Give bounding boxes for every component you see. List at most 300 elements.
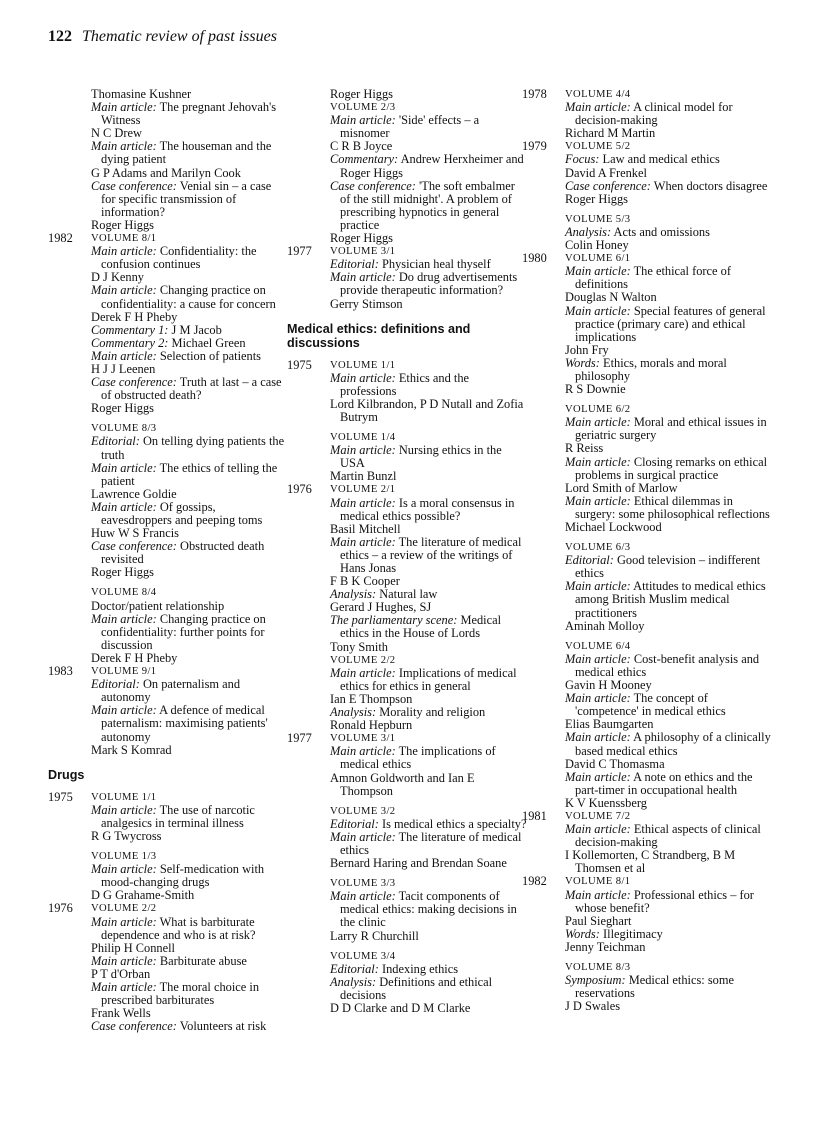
- entry: [565, 653, 772, 679]
- entry: [91, 140, 288, 166]
- entry-text: The concept of 'competence' in medical ethics: [575, 691, 726, 719]
- entry-list: [565, 875, 772, 1013]
- year-block: [287, 732, 527, 1015]
- entry-text: A note on ethics and the part-timer in occupational health: [575, 769, 753, 797]
- entry: [330, 1002, 527, 1015]
- volume-label: VOLUME 2/3: [330, 102, 396, 114]
- entry-text: Roger Higgs: [91, 401, 154, 416]
- entry: [91, 566, 288, 579]
- volume-label: VOLUME 8/1: [565, 876, 631, 888]
- entry-type-label: Editorial:: [565, 553, 614, 568]
- entry: [91, 402, 288, 415]
- entry: [330, 444, 527, 470]
- entry: [91, 704, 288, 743]
- entry-text: Ethics, morals and moral philosophy: [575, 355, 727, 383]
- entry-type-label: Case conference:: [91, 375, 177, 390]
- entry: [91, 652, 288, 665]
- entry-list: [565, 252, 772, 810]
- entry-list: [330, 732, 527, 1015]
- entry: [91, 219, 288, 232]
- entry-text: When doctors disagree: [653, 178, 768, 193]
- entry-text: N C Drew: [91, 126, 142, 141]
- year-label: 1976: [48, 901, 73, 916]
- entry-text: Obstructed death revisited: [101, 539, 265, 567]
- entry: [91, 284, 288, 310]
- entry-text: Confidentiality: the confusion continues: [101, 244, 257, 272]
- entry-text: John Fry: [565, 342, 609, 357]
- entry-text: Michael Lockwood: [565, 520, 662, 534]
- entry-text: Aminah Molloy: [565, 618, 645, 633]
- entry: [91, 804, 288, 830]
- running-title: Thematic review of past issues: [82, 28, 277, 45]
- volume-label: VOLUME 6/4: [565, 640, 631, 652]
- entry: [330, 536, 527, 575]
- entry-text: J D Swales: [565, 999, 621, 1014]
- volume-label: VOLUME 3/4: [330, 950, 396, 962]
- entry: [330, 890, 527, 929]
- volume-label: VOLUME 2/1: [330, 484, 396, 496]
- entry-text: Good television – indifferent ethics: [575, 553, 761, 581]
- entry: [330, 372, 527, 398]
- entry-type-label: Main article:: [565, 454, 631, 469]
- entry-text: Bernard Haring and Brendan Soane: [330, 856, 507, 871]
- entry-text: Nursing ethics in the USA: [340, 443, 502, 471]
- entry-text: Ian E Thompson: [330, 691, 413, 706]
- volume-label: VOLUME 8/4: [91, 587, 157, 599]
- entry: [565, 265, 772, 291]
- year-label: 1979: [522, 139, 547, 154]
- entry-type-label: Main article:: [91, 611, 157, 626]
- entry: [330, 398, 527, 424]
- volume-label: VOLUME 7/2: [565, 810, 631, 822]
- entry-list: [91, 791, 288, 903]
- entry-text: Professional ethics – for whose benefit?: [575, 887, 754, 915]
- entry-type-label: Editorial:: [91, 677, 140, 692]
- entry-type-label: Editorial:: [330, 257, 379, 272]
- entry: [565, 797, 772, 810]
- entry-text: The literature of medical ethics – a review of the writings of Hans Jonas: [340, 534, 522, 575]
- entry-text: D G Grahame-Smith: [91, 888, 195, 903]
- entry-type-label: Main article:: [91, 703, 157, 718]
- entry-type-label: Main article:: [330, 744, 396, 759]
- entry-text: The moral choice in prescribed barbiturates: [101, 980, 260, 1008]
- column-2: [287, 88, 527, 1015]
- entry-text: Thomasine Kushner: [91, 87, 192, 101]
- entry-type-label: Main article:: [330, 443, 396, 458]
- entry-type-label: Analysis:: [330, 587, 377, 602]
- entry: [91, 613, 288, 652]
- entry: [565, 521, 772, 534]
- entry-type-label: Case conference:: [330, 178, 416, 193]
- entry-text: Changing practice on confidentiality: a cause for concern: [101, 283, 276, 311]
- entry-text: J M Jacob: [171, 322, 222, 337]
- year-label: 1977: [287, 244, 312, 259]
- entry-text: Andrew Herxheimer and Roger Higgs: [340, 152, 524, 180]
- entry-text: Ronald Hepburn: [330, 718, 413, 733]
- entry-text: David C Thomasma: [565, 756, 665, 771]
- year-label: 1982: [48, 231, 73, 246]
- entry-text: Ethics and the professions: [340, 370, 470, 398]
- entry-type-label: Case conference:: [565, 178, 651, 193]
- entry-text: Derek F H Pheby: [91, 309, 178, 324]
- year-block: [522, 875, 772, 1013]
- entry: [330, 614, 527, 640]
- entry: [330, 232, 527, 245]
- entry: [91, 916, 288, 942]
- volume-label: VOLUME 8/1: [91, 233, 157, 245]
- entry-text: Gerry Stimson: [330, 296, 403, 311]
- entry-text: F B K Cooper: [330, 574, 400, 589]
- volume-label: VOLUME 3/1: [330, 733, 396, 745]
- entry: [330, 470, 527, 483]
- entry-type-label: Main article:: [91, 914, 157, 929]
- year-label: 1975: [48, 789, 73, 804]
- entry: [565, 305, 772, 344]
- entry-type-label: Symposium:: [565, 973, 626, 988]
- entry-text: Paul Sieghart: [565, 913, 632, 928]
- entry: [91, 376, 288, 402]
- entry-text: Lawrence Goldie: [91, 486, 177, 501]
- entry-type-label: Main article:: [330, 829, 396, 844]
- entry-type-label: Editorial:: [330, 816, 379, 831]
- entry-text: Morality and religion: [379, 705, 486, 720]
- entry-text: Do drug advertisements provide therapeutic information?: [340, 270, 518, 298]
- year-block: [287, 359, 527, 484]
- volume-label: VOLUME 6/3: [565, 542, 631, 554]
- entry-text: The literature of medical ethics: [340, 829, 522, 857]
- entry-list: [565, 810, 772, 875]
- entry-type-label: Main article:: [330, 889, 396, 904]
- entry-type-label: Main article:: [91, 460, 157, 475]
- entry: [565, 383, 772, 396]
- entry-text: A clinical model for decision-making: [575, 100, 733, 128]
- entry-text: D D Clarke and D M Clarke: [330, 1001, 471, 1015]
- year-block: [48, 88, 288, 232]
- entry: [330, 831, 527, 857]
- entry-type-label: Main article:: [565, 769, 631, 784]
- entry-type-label: Main article:: [565, 493, 631, 508]
- entry: [91, 1020, 288, 1033]
- entry: [565, 889, 772, 915]
- entry-type-label: The parliamentary scene:: [330, 613, 458, 628]
- entry-text: 'Side' effects – a misnomer: [340, 113, 480, 141]
- year-block: [48, 791, 288, 903]
- entry-list: [330, 245, 527, 310]
- entry: [565, 554, 772, 580]
- entry: [91, 435, 288, 461]
- entry-text: Moral and ethical issues in geriatric surgery: [575, 415, 767, 443]
- entry: [330, 180, 527, 232]
- entry-text: Barbiturate abuse: [159, 953, 247, 968]
- entry: [91, 744, 288, 757]
- section-heading: Drugs: [48, 767, 85, 782]
- entry-text: Roger Higgs: [91, 565, 154, 580]
- entry-text: Richard M Martin: [565, 126, 656, 141]
- entry: [91, 501, 288, 527]
- entry-text: Tony Smith: [330, 639, 388, 654]
- page-number: 122: [48, 28, 72, 45]
- entry-text: The use of narcotic analgesics in terminal illness: [101, 802, 255, 830]
- entry-type-label: Commentary 2:: [91, 335, 169, 350]
- entry-text: R S Downie: [565, 382, 626, 397]
- entry-type-label: Main article:: [565, 579, 631, 594]
- entry: [565, 127, 772, 140]
- entry-text: Illegitimacy: [603, 926, 663, 941]
- entry-text: Selection of patients: [159, 348, 262, 363]
- entry-list: [91, 88, 288, 232]
- entry-type-label: Main article:: [565, 303, 631, 318]
- year-label: 1978: [522, 87, 547, 101]
- entry-type-label: Analysis:: [565, 224, 612, 239]
- entry-text: Medical ethics: some reservations: [575, 973, 734, 1001]
- entry-text: Colin Honey: [565, 238, 629, 253]
- entry-text: Closing remarks on ethical problems in surgical practice: [575, 454, 768, 482]
- entry-text: Volunteers at risk: [179, 1019, 267, 1034]
- entry-text: Natural law: [379, 587, 438, 602]
- entry-type-label: Main article:: [91, 348, 157, 363]
- entry: [565, 692, 772, 718]
- volume-label: VOLUME 3/2: [330, 805, 396, 817]
- entry: [91, 981, 288, 1007]
- volume-label: VOLUME 3/1: [330, 246, 396, 258]
- entry: [565, 495, 772, 521]
- entry: [330, 114, 527, 140]
- entry-text: Law and medical ethics: [602, 152, 720, 167]
- entry-type-label: Main article:: [565, 264, 631, 279]
- entry: [565, 771, 772, 797]
- entry-text: H J J Leenen: [91, 361, 156, 376]
- entry-text: Tacit components of medical ethics: making decisions in the clinic: [340, 889, 517, 930]
- entry-type-label: Main article:: [330, 495, 396, 510]
- entry-type-label: Focus:: [565, 152, 600, 167]
- entry: [330, 719, 527, 732]
- entry-text: Attitudes to medical ethics among British Muslim medical practitioners: [575, 579, 766, 620]
- entry-text: D J Kenny: [91, 270, 144, 285]
- entry-text: K V Kuenssberg: [565, 795, 647, 810]
- entry-text: Roger Higgs: [565, 191, 628, 206]
- entry-text: G P Adams and Marilyn Cook: [91, 165, 241, 180]
- entry-type-label: Words:: [565, 355, 600, 370]
- entry-text: C R B Joyce: [330, 139, 393, 154]
- entry-text: Changing practice on confidentiality: further points for discussion: [101, 611, 266, 652]
- entry-list: [565, 88, 772, 140]
- volume-label: VOLUME 8/3: [565, 962, 631, 973]
- entry: [330, 298, 527, 311]
- entry-type-label: Analysis:: [330, 974, 377, 989]
- entry-type-label: Main article:: [565, 691, 631, 706]
- entry-text: Indexing ethics: [381, 961, 459, 976]
- entry-text: What is barbiturate dependence and who is at risk?: [101, 914, 256, 942]
- entry: [330, 641, 527, 654]
- entry-text: Cost-benefit analysis and medical ethics: [575, 651, 760, 679]
- year-block: [522, 88, 772, 140]
- year-block: [287, 483, 527, 732]
- entry-text: 'The soft embalmer of the still midnight'. A problem of prescribing hypnotics in general practice: [340, 178, 515, 232]
- volume-label: VOLUME 3/3: [330, 878, 396, 890]
- entry: [91, 540, 288, 566]
- entry: [565, 1000, 772, 1013]
- entry-type-label: Main article:: [91, 802, 157, 817]
- entry: [330, 271, 527, 297]
- entry-text: Is a moral consensus in medical ethics possible?: [340, 495, 515, 523]
- page-header: [48, 28, 277, 46]
- entry-text: Lord Smith of Marlow: [565, 480, 678, 495]
- volume-label: VOLUME 1/1: [91, 791, 157, 803]
- entry: [91, 889, 288, 902]
- entry-list: [91, 902, 288, 1033]
- column-1: [48, 88, 288, 1033]
- entry-list: [330, 88, 527, 245]
- entry-type-label: Main article:: [91, 283, 157, 298]
- entry-text: A philosophy of a clinically based medical ethics: [575, 730, 771, 758]
- entry: [91, 462, 288, 488]
- volume-label: VOLUME 9/1: [91, 666, 157, 678]
- entry-text: The ethics of telling the patient: [101, 460, 278, 488]
- entry: [565, 941, 772, 954]
- entry: [91, 180, 288, 219]
- entry-type-label: Analysis:: [330, 705, 377, 720]
- volume-label: VOLUME 2/2: [330, 654, 396, 666]
- entry-text: Derek F H Pheby: [91, 650, 178, 665]
- entry-type-label: Case conference:: [91, 539, 177, 554]
- entry-text: Gerard J Hughes, SJ: [330, 600, 432, 615]
- volume-label: VOLUME 5/3: [565, 213, 631, 225]
- section-heading: Medical ethics: definitions and discussions: [287, 321, 471, 350]
- entry-text: P T d'Orban: [91, 966, 151, 981]
- entry-text: Ethical aspects of clinical decision-making: [575, 822, 761, 850]
- year-block: [522, 810, 772, 875]
- entry: [565, 101, 772, 127]
- entry-type-label: Main article:: [330, 270, 396, 285]
- volume-label: VOLUME 4/4: [565, 89, 631, 100]
- entry: [330, 88, 527, 101]
- entry-list: [330, 359, 527, 484]
- entry-type-label: Commentary 1:: [91, 322, 169, 337]
- entry-text: Is medical ethics a specialty?: [381, 816, 527, 831]
- entry: [91, 678, 288, 704]
- entry-text: Ethical dilemmas in surgery: some philosophical reflections: [575, 493, 770, 521]
- entry-text: Mark S Komrad: [91, 742, 172, 757]
- entry: [330, 497, 527, 523]
- year-label: 1983: [48, 664, 73, 679]
- entry-text: Jenny Teichman: [565, 939, 646, 954]
- entry: [565, 456, 772, 482]
- volume-label: VOLUME 5/2: [565, 141, 631, 153]
- year-label: 1977: [287, 731, 312, 746]
- entry: [91, 830, 288, 843]
- volume-label: VOLUME 6/1: [565, 253, 631, 265]
- entry-text: Elias Baumgarten: [565, 717, 654, 732]
- entry-text: The implications of medical ethics: [340, 744, 496, 772]
- year-block: [522, 252, 772, 810]
- entry-text: Implications of medical ethics for ethics in general: [340, 665, 517, 693]
- entry-text: I Kollemorten, C Strandberg, B M Thomsen et al: [565, 848, 736, 876]
- entry-type-label: Main article:: [330, 113, 396, 128]
- entry-text: Doctor/patient relationship: [91, 598, 225, 613]
- entry-text: The ethical force of definitions: [575, 264, 731, 292]
- entry-type-label: Main article:: [565, 415, 631, 430]
- entry-type-label: Editorial:: [330, 961, 379, 976]
- entry-type-label: Main article:: [91, 980, 157, 994]
- entry-type-label: Main article:: [565, 887, 631, 902]
- year-label: 1980: [522, 251, 547, 266]
- volume-label: VOLUME 1/3: [91, 851, 157, 863]
- volume-label: VOLUME 8/3: [91, 423, 157, 435]
- entry: [330, 857, 527, 870]
- entry-list: [330, 483, 527, 732]
- entry-type-label: Case conference:: [91, 1019, 177, 1034]
- entry-type-label: Main article:: [91, 862, 157, 877]
- volume-label: VOLUME 2/2: [91, 903, 157, 915]
- entry: [330, 772, 527, 798]
- year-label: 1975: [287, 357, 312, 372]
- year-block: [287, 88, 527, 245]
- year-block: [48, 665, 288, 757]
- entry: [565, 357, 772, 383]
- year-label: 1982: [522, 874, 547, 889]
- entry-text: The pregnant Jehovah's Witness: [101, 100, 277, 128]
- entry-text: Self-medication with mood-changing drugs: [101, 862, 265, 890]
- entry: [565, 731, 772, 757]
- entry-list: [91, 232, 288, 665]
- entry-list: [565, 140, 772, 252]
- entry-type-label: Commentary:: [330, 152, 399, 167]
- entry: [330, 745, 527, 771]
- entry-type-label: Words:: [565, 926, 600, 941]
- year-label: 1976: [287, 482, 312, 497]
- entry-text: Venial sin – a case for specific transmission of information?: [101, 178, 272, 219]
- entry: [565, 193, 772, 206]
- entry-text: A defence of medical paternalism: maximising patients' autonomy: [101, 703, 268, 744]
- entry-text: Roger Higgs: [330, 231, 393, 246]
- entry: [330, 153, 527, 179]
- entry-text: Lord Kilbrandon, P D Nutall and Zofia Butrym: [330, 396, 524, 424]
- entry-text: R G Twycross: [91, 828, 162, 843]
- entry-list: [91, 665, 288, 757]
- entry-type-label: Main article:: [91, 100, 157, 115]
- entry-text: Special features of general practice (primary care) and ethical implications: [575, 303, 766, 344]
- entry-text: R Reiss: [565, 441, 604, 456]
- entry-text: The houseman and the dying patient: [101, 139, 272, 167]
- entry: [565, 239, 772, 252]
- entry: [565, 849, 772, 875]
- entry-text: Of gossips, eavesdroppers and peeping toms: [101, 499, 263, 527]
- entry: [330, 976, 527, 1002]
- volume-label: VOLUME 1/4: [330, 432, 396, 444]
- entry-text: Basil Mitchell: [330, 521, 401, 536]
- entry-type-label: Main article:: [91, 139, 157, 154]
- entry-text: Michael Green: [171, 335, 246, 350]
- entry-text: Roger Higgs: [91, 217, 154, 232]
- entry: [565, 974, 772, 1000]
- entry-type-label: Main article:: [565, 822, 631, 837]
- entry-type-label: Main article:: [91, 244, 157, 259]
- entry: [565, 416, 772, 442]
- entry: [330, 930, 527, 943]
- year-label: 1981: [522, 808, 547, 823]
- entry-text: On paternalism and autonomy: [101, 677, 241, 705]
- entry-text: Definitions and ethical decisions: [340, 974, 493, 1002]
- entry-text: Huw W S Francis: [91, 526, 179, 541]
- entry-text: Acts and omissions: [613, 224, 710, 239]
- year-block: [48, 902, 288, 1033]
- entry: [91, 863, 288, 889]
- entry-type-label: Main article:: [330, 665, 396, 680]
- entry: [330, 667, 527, 693]
- entry-type-label: Main article:: [91, 953, 157, 968]
- volume-label: VOLUME 1/1: [330, 359, 396, 371]
- year-block: [522, 140, 772, 252]
